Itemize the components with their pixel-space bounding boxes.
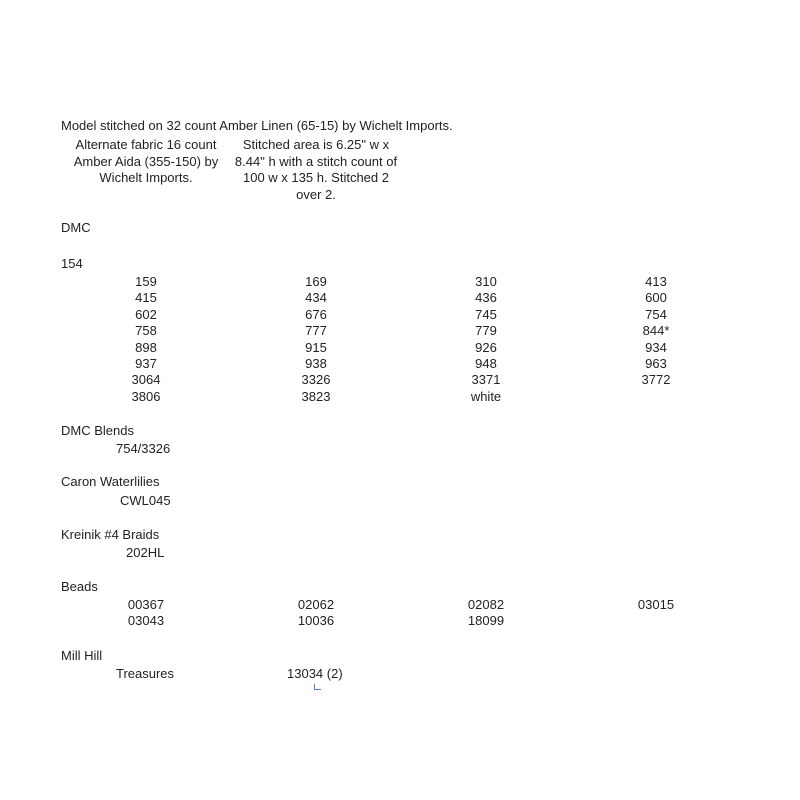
table-cell: 938 (305, 355, 327, 371)
alternate-fabric-text: Alternate fabric 16 count Amber Aida (355-150) by Wichelt Imports. (73, 137, 219, 185)
table-row (61, 613, 741, 629)
table-cell: 02062 (297, 597, 335, 612)
table-cell: white (470, 388, 502, 404)
intro-line: Model stitched on 32 count Amber Linen (65-15) by Wichelt Imports. (61, 118, 453, 133)
beads-table (61, 597, 741, 630)
caron-value: CWL045 (120, 493, 171, 508)
table-cell: 00367 (127, 597, 165, 612)
table-cell: 18099 (467, 613, 505, 629)
table-cell: 3326 (301, 372, 331, 388)
table-cell: 159 (135, 274, 157, 289)
table-row (61, 290, 741, 306)
table-cell: 898 (135, 339, 157, 355)
table-cell: 926 (475, 339, 497, 355)
mill-hill-value: 13034 (2) (287, 666, 343, 681)
table-cell: 600 (645, 290, 667, 306)
table-cell: 03015 (637, 597, 675, 612)
kreinik-value: 202HL (126, 545, 165, 560)
table-cell: 3823 (301, 388, 331, 404)
table-cell: 10036 (297, 613, 335, 629)
table-cell: 777 (305, 323, 327, 339)
dmc-first-value: 154 (61, 256, 83, 271)
table-cell: 03043 (127, 613, 165, 629)
table-cell: 948 (475, 355, 497, 371)
table-cell: 676 (305, 306, 327, 322)
dmc-blends-heading: DMC Blends (61, 423, 134, 438)
mill-hill-label: Treasures (116, 666, 175, 681)
dmc-color-table (61, 274, 741, 405)
table-cell: 169 (305, 274, 327, 289)
table-cell: 779 (475, 323, 497, 339)
table-cell: 434 (305, 290, 327, 306)
table-cell: 413 (645, 274, 667, 289)
table-row (61, 372, 741, 388)
table-row (61, 323, 741, 339)
table-row (61, 389, 741, 405)
beads-heading: Beads (61, 579, 98, 594)
text-cursor-icon (314, 684, 321, 690)
table-row (61, 307, 741, 323)
table-row (61, 340, 741, 356)
table-cell: 745 (475, 306, 497, 322)
table-cell: 602 (135, 306, 157, 322)
dmc-blends-value: 754/3326 (116, 441, 171, 456)
table-cell (571, 613, 741, 629)
table-cell: 915 (305, 339, 327, 355)
table-cell: 310 (475, 274, 497, 289)
table-row (61, 597, 741, 613)
kreinik-heading: Kreinik #4 Braids (61, 527, 160, 542)
caron-heading: Caron Waterlilies (61, 474, 160, 489)
table-cell: 937 (135, 355, 157, 371)
table-cell: 758 (135, 323, 157, 339)
table-cell: 3371 (471, 372, 501, 388)
table-cell: 415 (135, 290, 157, 306)
table-cell: 02082 (467, 597, 505, 612)
table-cell: 844* (642, 323, 670, 339)
table-cell (571, 389, 741, 405)
table-cell: 963 (645, 355, 667, 371)
table-row (61, 274, 741, 290)
table-cell: 3806 (131, 388, 161, 404)
stitched-area-text: Stitched area is 6.25" w x 8.44" h with a stitch count of 100 w x 135 h. Stitched 2 over 2. (234, 137, 398, 202)
table-row (61, 356, 741, 372)
table-cell: 436 (475, 290, 497, 306)
table-cell: 934 (645, 339, 667, 355)
dmc-heading: DMC (61, 220, 91, 235)
table-cell: 3064 (131, 372, 161, 388)
table-cell: 3772 (641, 372, 671, 388)
table-cell: 754 (645, 306, 667, 322)
mill-hill-heading: Mill Hill (61, 648, 103, 663)
